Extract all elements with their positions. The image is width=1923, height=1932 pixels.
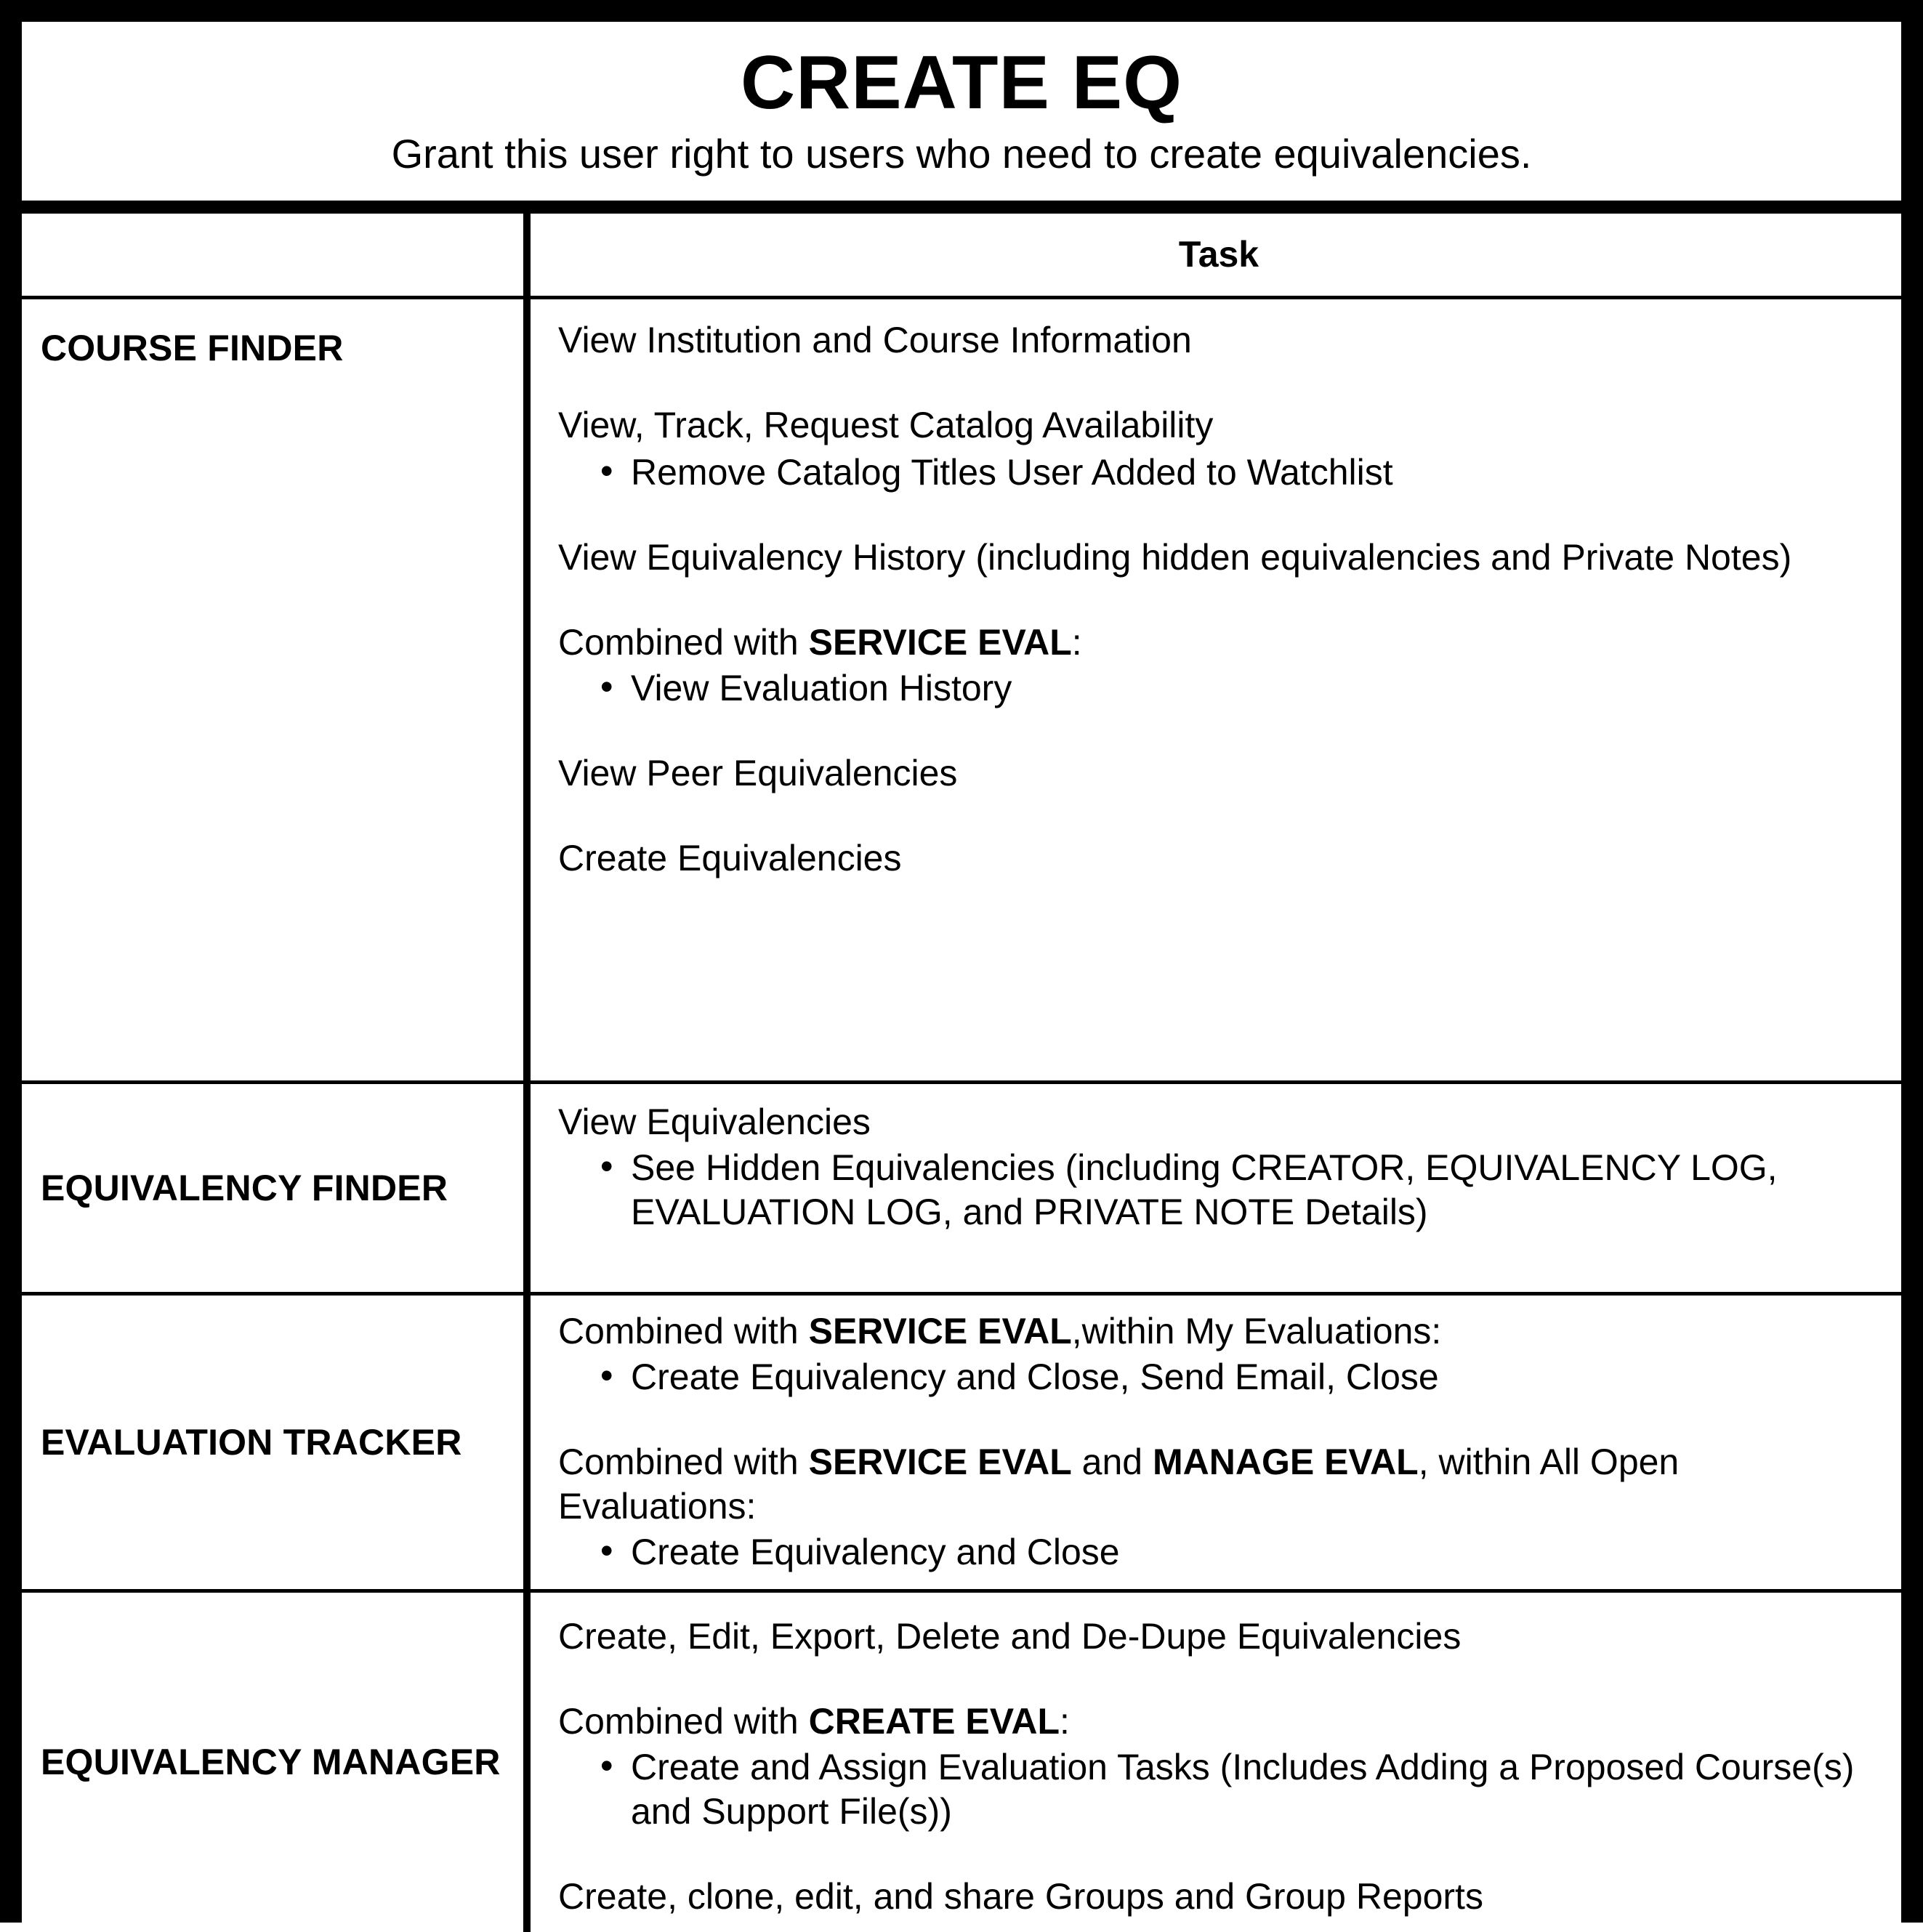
permission-name: MANAGE EVAL [1152, 1442, 1419, 1483]
task-item: Create Equivalencies [558, 837, 902, 878]
card-header [22, 22, 1901, 214]
row-label-text: EQUIVALENCY MANAGER [41, 1742, 501, 1783]
task-bullet-list [558, 1745, 1879, 1834]
task-item: Create, clone, edit, and share Groups and Group Reports [558, 1875, 1483, 1917]
list-item: • Remove Catalog Titles User Added to Watchlist [599, 450, 1879, 495]
permissions-table [22, 214, 1901, 1932]
row-label-text: EVALUATION TRACKER [41, 1421, 462, 1463]
row-label-evaluation-tracker [22, 1296, 531, 1589]
table-row [22, 1296, 1901, 1593]
row-tasks-equivalency-manager [531, 1593, 1901, 1932]
list-item: • See Hidden Equivalencies (including CREATOR, EQUIVALENCY LOG, EVALUATION LOG, and PRIVATE NOTE Details) [599, 1146, 1879, 1234]
permission-name: SERVICE EVAL [808, 1311, 1072, 1352]
combined-suffix: : [1060, 1700, 1070, 1742]
row-label-equivalency-finder [22, 1084, 531, 1292]
task-bullet-list [558, 1146, 1879, 1234]
header-cell-feature [22, 214, 531, 296]
combined-prefix: Combined with [558, 1700, 809, 1742]
row-label-text: COURSE FINDER [41, 327, 344, 368]
permission-name: SERVICE EVAL [808, 1442, 1072, 1483]
task-item: View Peer Equivalencies [558, 752, 958, 793]
combined-suffix: ,within My Evaluations: [1071, 1311, 1442, 1352]
row-tasks-course-finder [531, 299, 1901, 1080]
task-bullet-list [558, 666, 1879, 711]
list-item: • Create and Assign Evaluation Tasks (Includes Adding a Proposed Course(s) and Support File(s)) [599, 1745, 1879, 1834]
row-label-equivalency-manager [22, 1593, 531, 1932]
combined-suffix: , within All Open Evaluations: [558, 1442, 1680, 1527]
task-item: View Institution and Course Information [558, 319, 1192, 360]
task-item-combined [558, 1440, 1879, 1529]
permission-name: CREATE EVAL [808, 1700, 1060, 1742]
row-label-course-finder [22, 299, 531, 1080]
list-item: • Create Equivalency and Close [599, 1530, 1879, 1575]
task-item: Create, Edit, Export, Delete and De-Dupe Equivalencies [558, 1615, 1462, 1657]
header-task-label: Task [1178, 234, 1259, 275]
list-item: • View Evaluation History [599, 666, 1879, 711]
page-subtitle: Grant this user right to users who need to create equivalencies. [391, 131, 1532, 177]
task-item-combined [558, 1699, 1879, 1744]
task-item: View, Track, Request Catalog Availability [558, 404, 1214, 445]
task-item: View Equivalency History (including hidden equivalencies and Private Notes) [558, 536, 1792, 578]
permission-name: SERVICE EVAL [808, 621, 1072, 663]
task-item-combined [558, 1309, 1879, 1354]
task-bullet-list [558, 1355, 1879, 1399]
table-header-row [22, 214, 1901, 299]
header-cell-task [531, 214, 1901, 296]
task-bullet-list [558, 450, 1879, 495]
combined-middle: and [1071, 1442, 1153, 1483]
combined-prefix: Combined with [558, 1311, 809, 1352]
combined-prefix: Combined with [558, 621, 809, 663]
task-item: View Equivalencies [558, 1101, 871, 1142]
task-bullet-list [558, 1530, 1879, 1575]
table-row [22, 299, 1901, 1084]
task-item-combined [558, 621, 1879, 665]
table-row [22, 1593, 1901, 1932]
combined-suffix: : [1071, 621, 1082, 663]
combined-prefix: Combined with [558, 1442, 809, 1483]
row-tasks-equivalency-finder [531, 1084, 1901, 1292]
list-item: • Create Equivalency and Close, Send Email, Close [599, 1355, 1879, 1399]
table-row [22, 1084, 1901, 1296]
row-tasks-evaluation-tracker [531, 1296, 1901, 1589]
row-label-text: EQUIVALENCY FINDER [41, 1167, 448, 1208]
page-title: CREATE EQ [740, 41, 1182, 125]
